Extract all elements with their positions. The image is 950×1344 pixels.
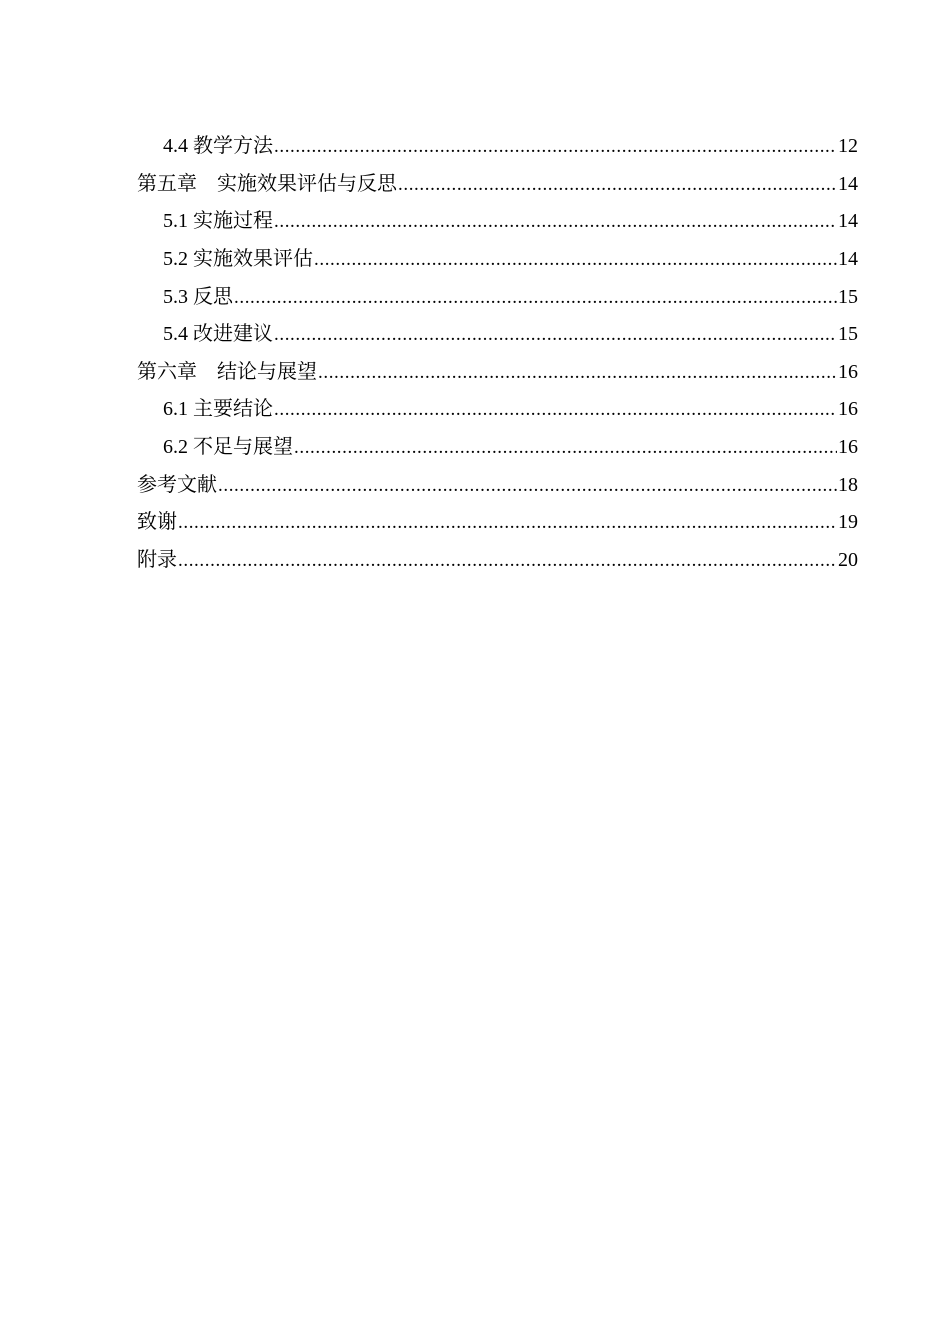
toc-entry[interactable]: [137, 166, 858, 204]
toc-entry-page-number: 14: [838, 210, 858, 233]
toc-leader-dots: [318, 354, 837, 392]
toc-entry-page-number: 18: [838, 473, 858, 496]
toc-entry-page-number: 16: [838, 436, 858, 459]
toc-leader-dots: [274, 316, 837, 354]
toc-entry-page-number: 12: [838, 135, 858, 157]
toc-leader-dots: [178, 542, 837, 580]
toc-entry-title: 第五章 实施效果评估与反思: [137, 172, 397, 195]
toc-entry-title: 附录: [137, 549, 177, 572]
toc-leader-dots: [234, 279, 837, 317]
toc-entry-title: 4.4 教学方法: [163, 135, 273, 157]
toc-entry-title: 第六章 结论与展望: [137, 360, 317, 383]
toc-entry[interactable]: [137, 241, 858, 279]
toc-entry-page-number: 16: [838, 398, 858, 421]
toc-entry[interactable]: [137, 316, 858, 354]
toc-leader-dots: [218, 467, 837, 505]
toc-entry-title: 5.1 实施过程: [163, 210, 273, 233]
toc-entry-page-number: 19: [838, 511, 858, 534]
document-page: [137, 128, 858, 580]
toc-entry-title: 参考文献: [137, 473, 217, 496]
toc-entry[interactable]: [137, 429, 858, 467]
toc-entry-page-number: 14: [838, 247, 858, 270]
toc-entry[interactable]: [137, 504, 858, 542]
toc-leader-dots: [314, 241, 837, 279]
table-of-contents: [137, 128, 858, 580]
toc-entry[interactable]: [137, 391, 858, 429]
toc-entry-title: 5.4 改进建议: [163, 323, 273, 346]
toc-entry-title: 6.1 主要结论: [163, 398, 273, 421]
toc-entry-page-number: 15: [838, 323, 858, 346]
toc-entry-page-number: 16: [838, 360, 858, 383]
toc-entry[interactable]: [137, 128, 858, 166]
toc-entry[interactable]: [137, 542, 858, 580]
toc-leader-dots: [178, 504, 837, 542]
toc-entry-title: 5.2 实施效果评估: [163, 247, 313, 270]
toc-entry[interactable]: [137, 467, 858, 505]
toc-entry-page-number: 20: [838, 549, 858, 572]
toc-leader-dots: [274, 128, 837, 166]
toc-leader-dots: [294, 429, 837, 467]
toc-entry-title: 5.3 反思: [163, 285, 233, 308]
toc-leader-dots: [398, 166, 837, 204]
toc-entry[interactable]: [137, 354, 858, 392]
toc-entry-page-number: 14: [838, 172, 858, 195]
toc-entry-title: 6.2 不足与展望: [163, 436, 293, 459]
toc-entry-page-number: 15: [838, 285, 858, 308]
toc-entry[interactable]: [137, 279, 858, 317]
toc-leader-dots: [274, 391, 837, 429]
toc-entry[interactable]: [137, 203, 858, 241]
toc-entry-title: 致谢: [137, 511, 177, 534]
toc-leader-dots: [274, 203, 837, 241]
